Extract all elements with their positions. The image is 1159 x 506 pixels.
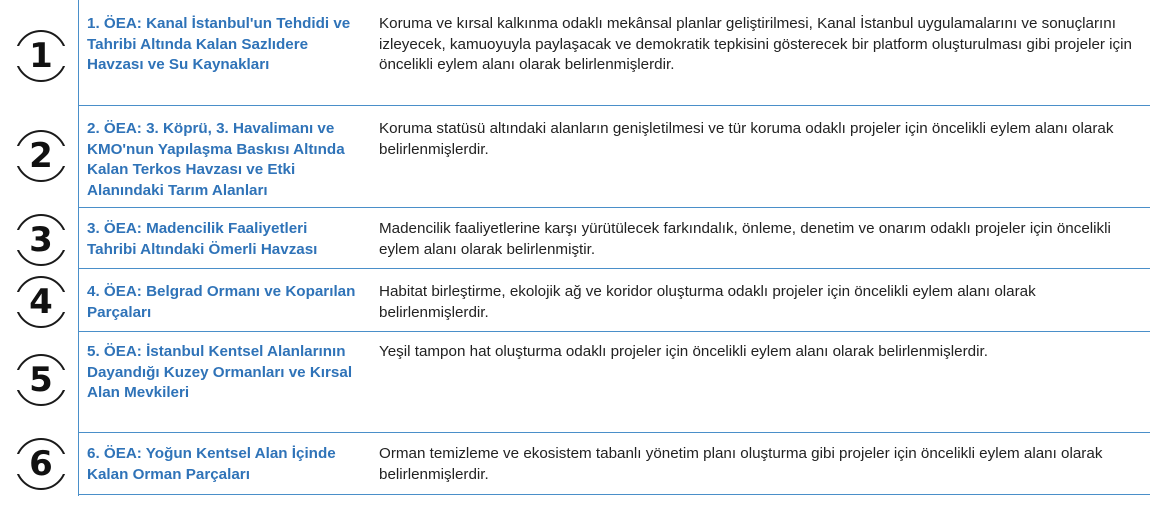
area-title: 4. ÖEA: Belgrad Ormanı ve Koparılan Parçaları xyxy=(87,283,356,321)
area-title: 5. ÖEA: İstanbul Kentsel Alanlarının Dayandığı Kuzey Ormanları ve Kırsal Alan Mevkileri xyxy=(87,343,353,402)
area-description: Habitat birleştirme, ekolojik ağ ve koridor oluşturma odaklı projeler için öncelikli eylem alanı olarak belirlenmişlerdir. xyxy=(379,283,1036,321)
row-number-badge xyxy=(15,130,67,182)
row-separator xyxy=(78,268,1150,269)
area-title: 1. ÖEA: Kanal İstanbul'un Tehdidi ve Tahribi Altında Kalan Sazlıdere Havzası ve Su Kaynakları xyxy=(87,15,351,74)
row-separator xyxy=(78,331,1150,332)
row-separator xyxy=(78,105,1150,106)
row-number: 2 xyxy=(29,136,53,176)
area-description: Yeşil tampon hat oluşturma odaklı projeler için öncelikli eylem alanı olarak belirlenmişlerdir. xyxy=(379,343,988,360)
row-number-badge xyxy=(15,214,67,266)
row-number: 4 xyxy=(29,282,53,322)
area-title: 3. ÖEA: Madencilik Faaliyetleri Tahribi Altındaki Ömerli Havzası xyxy=(87,220,318,258)
area-description: Koruma statüsü altındaki alanların genişletilmesi ve tür koruma odaklı projeler için öncelikli eylem alanı olarak belirlenmişlerdir. xyxy=(379,120,1114,158)
row-number: 6 xyxy=(29,444,53,484)
row-number-badge xyxy=(15,276,67,328)
area-description: Madencilik faaliyetlerine karşı yürütülecek farkındalık, önleme, denetim ve onarım odaklı projeler için öncelikli eylem alanı olarak belirlenmiştir. xyxy=(379,220,1111,258)
area-description: Koruma ve kırsal kalkınma odaklı mekânsal planlar geliştirilmesi, Kanal İstanbul uygulamalarını ve sonuçlarını izleyecek, kamuoyuyla paylaşacak ve demokratik tepkisini gösterecek bir platform oluşturulması gibi projeler için öncelikli eylem alanı olarak belirlenmişlerdir. xyxy=(379,15,1132,74)
row-separator xyxy=(78,207,1150,208)
row-number: 5 xyxy=(29,360,53,400)
row-separator xyxy=(78,432,1150,433)
area-title: 6. ÖEA: Yoğun Kentsel Alan İçinde Kalan Orman Parçaları xyxy=(87,445,336,483)
row-number-badge xyxy=(15,438,67,490)
column-divider xyxy=(78,0,79,496)
row-number: 3 xyxy=(29,220,53,260)
row-number-badge xyxy=(15,30,67,82)
row-separator xyxy=(78,494,1150,495)
row-number-badge xyxy=(15,354,67,406)
row-number: 1 xyxy=(29,36,53,76)
area-title: 2. ÖEA: 3. Köprü, 3. Havalimanı ve KMO'nun Yapılaşma Baskısı Altında Kalan Terkos Havzası ve Etki Alanındaki Tarım Alanları xyxy=(87,120,345,199)
area-description: Orman temizleme ve ekosistem tabanlı yönetim planı oluşturma gibi projeler için öncelikli eylem alanı olarak belirlenmişlerdir. xyxy=(379,445,1103,483)
